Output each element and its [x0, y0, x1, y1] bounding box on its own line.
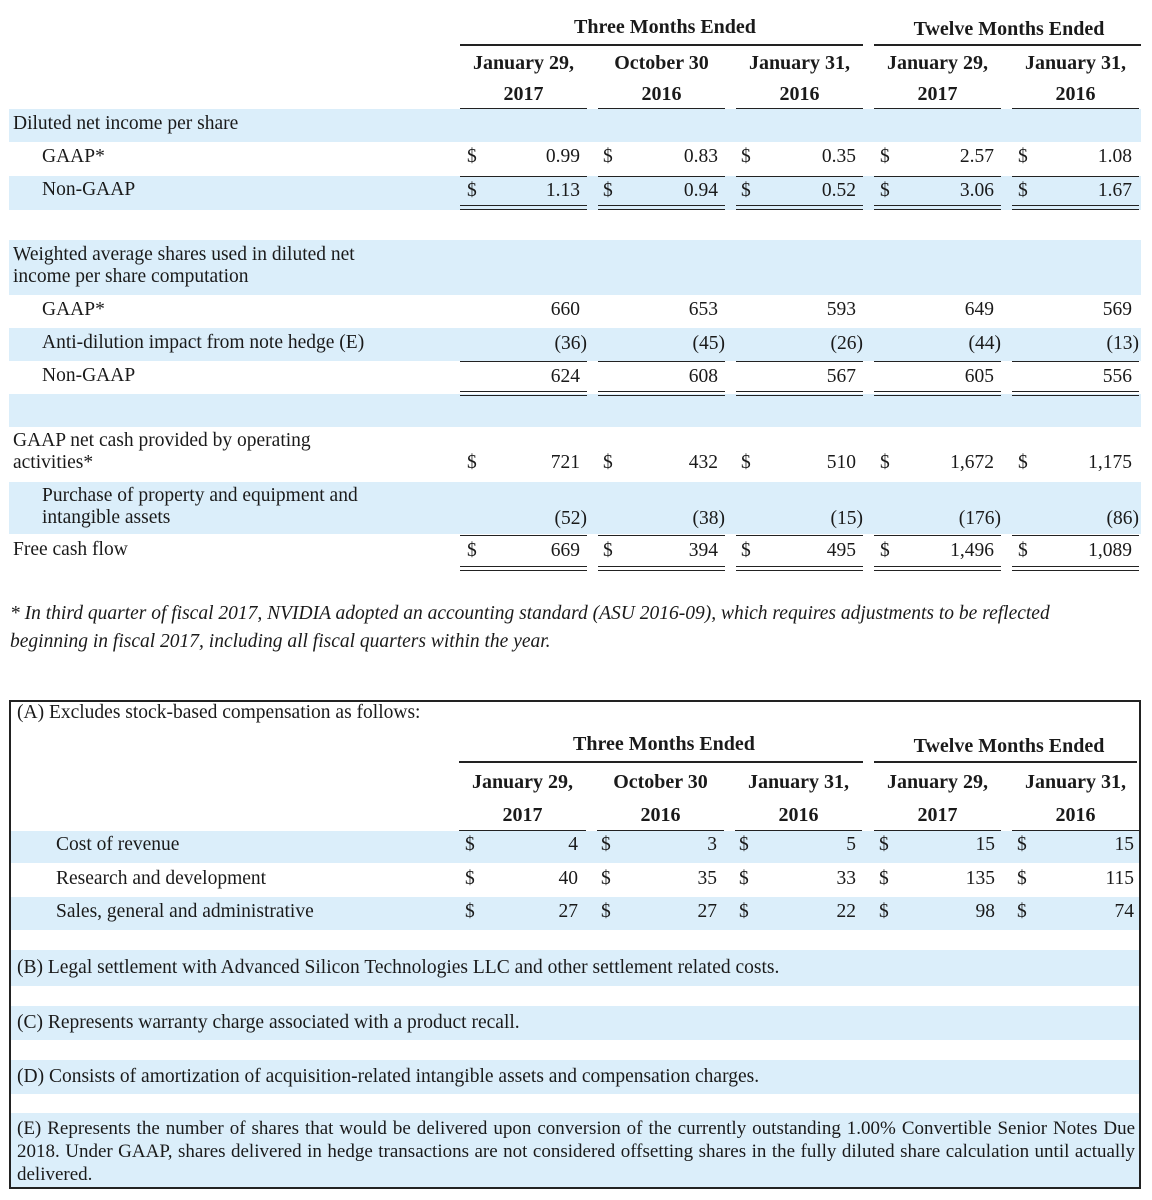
dollar-sign: $: [739, 868, 749, 889]
cell-value: (36): [554, 333, 587, 354]
cell-value: 653: [688, 299, 718, 320]
cell-value: 4: [568, 834, 578, 855]
dollar-sign: $: [741, 452, 751, 473]
col-header: January 31, 2016: [1024, 52, 1127, 105]
cell-value: 0.99: [545, 146, 580, 167]
subtotal-rule: [460, 361, 587, 362]
cell-value: 27: [558, 901, 578, 922]
cell-value: 0.83: [683, 146, 718, 167]
row-label: Non-GAAP: [42, 179, 136, 200]
dollar-sign: $: [880, 540, 890, 561]
cell-value: 394: [688, 540, 718, 561]
subtotal-rule: [598, 361, 725, 362]
dollar-sign: $: [879, 901, 889, 922]
dollar-sign: $: [880, 452, 890, 473]
cell-value: 74: [1114, 901, 1134, 922]
cell-value: 1,089: [1088, 540, 1132, 561]
note-e: (E) Represents the number of shares that would be delivered upon conversion of the currently outstanding 1.00% Convertible Senior Notes Due 2018. Under GAAP, shares delivered in hedge transactions are not considered offsetting shares in the fully diluted share calculation until actually delivered.: [17, 1118, 1135, 1185]
dollar-sign: $: [601, 868, 611, 889]
cell-value: 495: [826, 540, 856, 561]
dollar-sign: $: [465, 834, 475, 855]
cell-value: 649: [964, 299, 994, 320]
col-header-rule: [459, 830, 586, 831]
dollar-sign: $: [1017, 901, 1027, 922]
note-b: (B) Legal settlement with Advanced Silicon Technologies LLC and other settlement related costs.: [17, 957, 780, 978]
cell-value: 593: [826, 299, 856, 320]
cell-value: 556: [1102, 366, 1132, 387]
header-three-months: Three Months Ended: [573, 733, 755, 755]
cell-value: 3: [707, 834, 717, 855]
col-header-rule: [874, 830, 1001, 831]
header-twelve-months: Twelve Months Ended: [913, 735, 1105, 757]
subtotal-rule: [874, 176, 1001, 177]
row-label: Purchase of property and equipment and intangible assets: [42, 485, 358, 528]
section-title: Diluted net income per share: [13, 113, 239, 134]
dollar-sign: $: [741, 146, 751, 167]
col-header-rule: [1012, 108, 1139, 109]
col-header-rule: [735, 830, 862, 831]
row-label: GAAP*: [42, 299, 105, 320]
header-three-months: Three Months Ended: [574, 16, 756, 38]
cell-value: 432: [688, 452, 718, 473]
cell-value: 40: [558, 868, 578, 889]
cell-value: 0.52: [821, 180, 856, 201]
col-header-rule: [598, 108, 725, 109]
total-double-rule: [1012, 566, 1139, 571]
header-rule: [459, 761, 863, 763]
dollar-sign: $: [1018, 180, 1028, 201]
total-double-rule: [598, 205, 725, 210]
cell-value: 1,496: [950, 540, 994, 561]
cell-value: (86): [1106, 508, 1139, 529]
cell-value: 0.35: [821, 146, 856, 167]
cell-value: 1.67: [1097, 180, 1132, 201]
cell-value: 1,672: [950, 452, 994, 473]
cell-value: 605: [964, 366, 994, 387]
subtotal-rule: [874, 535, 1001, 536]
row-band: [9, 394, 1141, 427]
cell-value: (44): [968, 333, 1001, 354]
total-double-rule: [460, 391, 587, 396]
col-header: January 29, 2017: [472, 52, 575, 105]
subtotal-rule: [598, 535, 725, 536]
dollar-sign: $: [465, 868, 475, 889]
dollar-sign: $: [1017, 834, 1027, 855]
cell-value: 15: [975, 834, 995, 855]
row-label: Cost of revenue: [56, 834, 180, 855]
cell-value: 1,175: [1088, 452, 1132, 473]
note-c: (C) Represents warranty charge associated with a product recall.: [17, 1012, 520, 1033]
subtotal-rule: [598, 176, 725, 177]
subtotal-rule: [460, 176, 587, 177]
total-double-rule: [598, 566, 725, 571]
dollar-sign: $: [465, 901, 475, 922]
cell-value: 5: [846, 834, 856, 855]
dollar-sign: $: [467, 540, 477, 561]
dollar-sign: $: [467, 146, 477, 167]
dollar-sign: $: [879, 868, 889, 889]
cell-value: 660: [550, 299, 580, 320]
note-a-title: (A) Excludes stock-based compensation as follows:: [17, 702, 421, 723]
cell-value: (38): [692, 508, 725, 529]
cell-value: 608: [688, 366, 718, 387]
dollar-sign: $: [1018, 452, 1028, 473]
cell-value: 569: [1102, 299, 1132, 320]
header-rule: [874, 761, 1137, 763]
col-header: January 31, 2016: [748, 52, 851, 105]
dollar-sign: $: [879, 834, 889, 855]
col-header-rule: [597, 830, 724, 831]
cell-value: 721: [550, 452, 580, 473]
dollar-sign: $: [1018, 540, 1028, 561]
total-double-rule: [736, 566, 863, 571]
cell-value: 567: [826, 366, 856, 387]
row-label: Free cash flow: [13, 539, 128, 560]
subtotal-rule: [736, 535, 863, 536]
total-double-rule: [736, 391, 863, 396]
cell-value: (176): [958, 508, 1001, 529]
col-header-rule: [1012, 830, 1139, 831]
col-header: January 29, 2017: [471, 771, 574, 826]
cell-value: 1.13: [545, 180, 580, 201]
dollar-sign: $: [880, 146, 890, 167]
dollar-sign: $: [467, 180, 477, 201]
dollar-sign: $: [880, 180, 890, 201]
dollar-sign: $: [741, 540, 751, 561]
total-double-rule: [1012, 391, 1139, 396]
cell-value: 98: [975, 901, 995, 922]
subtotal-rule: [1012, 176, 1139, 177]
col-header: October 30 2016: [614, 52, 709, 105]
subtotal-rule: [1012, 535, 1139, 536]
row-label: Anti-dilution impact from note hedge (E): [42, 332, 365, 353]
cell-value: 0.94: [683, 180, 718, 201]
total-double-rule: [874, 391, 1001, 396]
section-title: Weighted average shares used in diluted net income per share computation: [13, 244, 355, 287]
col-header-rule: [874, 108, 1001, 109]
header-rule: [460, 44, 863, 46]
dollar-sign: $: [603, 180, 613, 201]
dollar-sign: $: [603, 146, 613, 167]
col-header-rule: [460, 108, 587, 109]
col-header-rule: [736, 108, 863, 109]
cell-value: 27: [697, 901, 717, 922]
dollar-sign: $: [739, 901, 749, 922]
cell-value: (52): [554, 508, 587, 529]
total-double-rule: [598, 391, 725, 396]
dollar-sign: $: [739, 834, 749, 855]
cell-value: (45): [692, 333, 725, 354]
note-d: (D) Consists of amortization of acquisition-related intangible assets and compensation charges.: [17, 1066, 760, 1087]
cell-value: (13): [1106, 333, 1139, 354]
cell-value: 35: [697, 868, 717, 889]
total-double-rule: [460, 205, 587, 210]
cell-value: 510: [826, 452, 856, 473]
row-label: Non-GAAP: [42, 365, 136, 386]
dollar-sign: $: [601, 834, 611, 855]
col-header: October 30 2016: [613, 771, 708, 826]
row-label: GAAP*: [42, 146, 105, 167]
subtotal-rule: [460, 535, 587, 536]
cell-value: 3.06: [959, 180, 994, 201]
cell-value: 33: [836, 868, 856, 889]
header-rule: [874, 44, 1141, 46]
subtotal-rule: [736, 361, 863, 362]
subtotal-rule: [736, 176, 863, 177]
cell-value: 669: [550, 540, 580, 561]
footnote: * In third quarter of fiscal 2017, NVIDIA adopted an accounting standard (ASU 2016-09), which requires adjustments to be reflected beginning in fiscal 2017, including all fiscal quarters within the year.: [10, 603, 1050, 652]
dollar-sign: $: [603, 452, 613, 473]
dollar-sign: $: [603, 540, 613, 561]
col-header: January 29, 2017: [886, 52, 989, 105]
row-label: GAAP net cash provided by operating activities*: [13, 430, 311, 473]
total-double-rule: [874, 566, 1001, 571]
total-double-rule: [874, 205, 1001, 210]
col-header: January 31, 2016: [747, 771, 850, 826]
cell-value: 2.57: [959, 146, 994, 167]
dollar-sign: $: [467, 452, 477, 473]
header-twelve-months: Twelve Months Ended: [913, 18, 1105, 40]
cell-value: (26): [830, 333, 863, 354]
total-double-rule: [460, 566, 587, 571]
cell-value: 624: [550, 366, 580, 387]
dollar-sign: $: [601, 901, 611, 922]
subtotal-rule: [1012, 361, 1139, 362]
total-double-rule: [736, 205, 863, 210]
cell-value: 15: [1114, 834, 1134, 855]
cell-value: 1.08: [1097, 146, 1132, 167]
cell-value: 22: [836, 901, 856, 922]
cell-value: 135: [965, 868, 995, 889]
total-double-rule: [1012, 205, 1139, 210]
col-header: January 29, 2017: [886, 771, 989, 826]
subtotal-rule: [874, 361, 1001, 362]
dollar-sign: $: [741, 180, 751, 201]
dollar-sign: $: [1018, 146, 1028, 167]
dollar-sign: $: [1017, 868, 1027, 889]
row-label: Research and development: [56, 868, 267, 889]
row-label: Sales, general and administrative: [56, 901, 314, 922]
col-header: January 31, 2016: [1024, 771, 1127, 826]
cell-value: (15): [830, 508, 863, 529]
cell-value: 115: [1105, 868, 1134, 889]
